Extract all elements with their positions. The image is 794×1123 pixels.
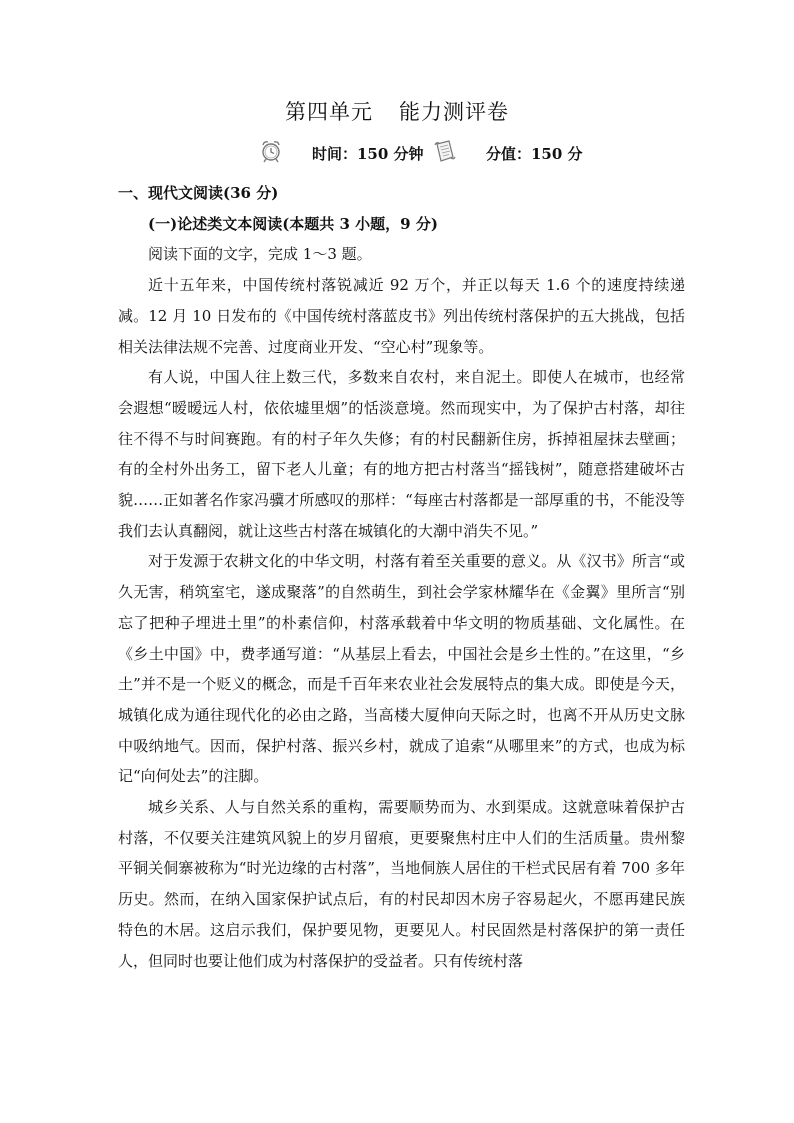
alarm-clock-icon <box>258 138 284 164</box>
passage-paragraph: 有人说，中国人往上数三代，多数来自农村，来自泥土。即使人在城市，也经常会遐想“暧暧远人村，依依墟里烟”的恬淡意境。然而现实中，为了保护古村落，却往往不得不与时间赛跑。有的村子年久失修；有的村民翻新住房，拆掉祖屋抹去壁画；有的全村外出务工，留下老人儿童；有的地方把古村落当“摇钱树”，随意搭建破坏古貌……正如著名作家冯骥才所感叹的那样：“每座古村落都是一部厚重的书，不能没等我们去认真翻阅，就让这些古村落在城镇化的大潮中消失不见。” <box>118 368 685 540</box>
section-heading: 一、现代文阅读(36 分) <box>118 184 279 202</box>
title-subject: 能力测评卷 <box>399 100 509 124</box>
passage-paragraph: 对于发源于农耕文化的中华文明，村落有着至关重要的意义。从《汉书》所言“或久无害，稍筑室宅，遂成聚落”的自然萌生，到社会学家林耀华在《金翼》里所言“别忘了把种子埋进土里”的朴素信仰，村落承载着中华文明的物质基础、文化属性。在《乡土中国》中，费孝通写道：“从基层上看去，中国社会是乡土性的。”在这里，“乡土”并不是一个贬义的概念，而是千百年来农业社会发展特点的集大成。即使是今天，城镇化成为通往现代化的必由之路，当高楼大厦伸向天际之时，也离不开从历史文脉中吸纳地气。因而，保护村落、振兴乡村，就成了追索“从哪里来”的方式，也成为标记“向何处去”的注脚。 <box>118 552 685 786</box>
subsection-heading: (一)论述类文本阅读(本题共 3 小题，9 分) <box>148 214 438 233</box>
reading-passage <box>118 178 685 976</box>
total-score: 分值：150 分 <box>486 145 583 163</box>
passage-paragraph: 城乡关系、人与自然关系的重构，需要顺势而为、水到渠成。这就意味着保护古村落，不仅要关注建筑风貌上的岁月留痕，更要聚焦村庄中人们的生活质量。贵州黎平铜关侗寨被称为“时光边缘的古村落”，当地侗族人居住的干栏式民居有着 700 多年历史。然而，在纳入国家保护试点后，有的村民却因木房子容易起火，不愿再建民族特色的木居。这启示我们，保护要见物，更要见人。村民固然是村落保护的第一责任人，但同时也要让他们成为村落保护的受益者。只有传统村落 <box>118 798 685 970</box>
time-limit: 时间：150 分钟 <box>312 145 424 163</box>
passage-paragraph: 近十五年来，中国传统村落锐减近 92 万个，并正以每天 1.6 个的速度持续递减。12 月 10 日发布的《中国传统村落蓝皮书》列出传统村落保护的五大挑战，包括相关法律法规不完善、过度商业开发、“空心村”现象等。 <box>118 276 685 356</box>
reading-instruction: 阅读下面的文字，完成 1～3 题。 <box>148 245 372 264</box>
page-title <box>0 96 794 126</box>
scroll-paper-icon <box>432 138 458 164</box>
exam-meta <box>0 138 794 168</box>
title-unit: 第四单元 <box>285 100 373 124</box>
